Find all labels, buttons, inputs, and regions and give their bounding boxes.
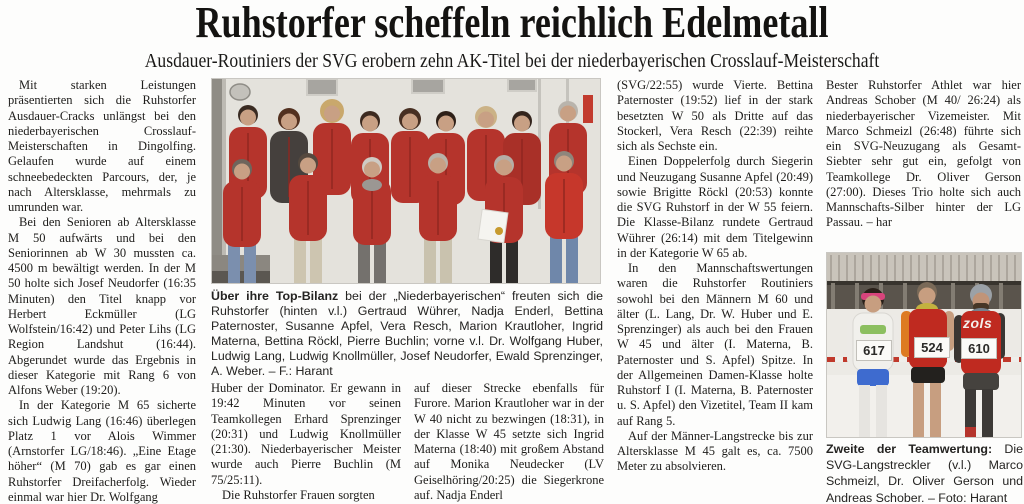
- paragraph: (SVG/22:55) wurde Vierte. Bettina Paternoster (19:52) lief in der stark besetzten W 50 als Dritte auf das Stockerl, Vera Resch (22:39) reihte sich als Sechste ein.: [617, 78, 813, 153]
- bib-number-middle: 524: [914, 337, 950, 358]
- article-column-5: [826, 78, 1021, 238]
- caption-lead: Zweite der Teamwertung:: [826, 442, 993, 456]
- article-headline: Ruhstorfer scheffeln reichlich Edelmetall: [195, 0, 829, 47]
- paragraph: Bester Ruhstorfer Athlet war hier Andreas Schober (M 40/ 26:24) als niederbayerischer Vizemeister. Mit Marco Schmeizl (26:48) führte sich ein SVG-Neuzugang als Gesamt-Siebter sehr gut ein, gefolgt von Teamkollege Dr. Oliver Gerson (27:00). Dieses Trio holte sich auch Mannschafts-Silber hinter der LG Passau. – har: [826, 78, 1021, 230]
- caption-lead: Über ihre Top-Bilanz: [211, 289, 339, 303]
- bib-number-right: 610: [961, 338, 997, 359]
- paragraph: Einen Doppelerfolg durch Siegerin und Neuzugang Susanne Apfel (20:49) sowie Brigitte Röckl (20:53) konnte die SVG Ruhstorf in der W 55 feiern. Die Klasse-Bilanz rundete Gertraud Wührer (26:14) mit dem Titelgewinn in der Kategorie W 65 ab.: [617, 154, 813, 260]
- team-photo-caption: [826, 441, 1023, 504]
- paragraph: Auf der Männer-Langstrecke bis zur Altersklasse M 45 galt es, ca. 7500 Meter zu absolvieren.: [617, 428, 813, 474]
- vest-sponsor-text: zols: [963, 315, 993, 331]
- paragraph: In der Kategorie M 65 sicherte sich Ludwig Lang (16:46) überlegen Platz 1 vor Alois Wimmer (Arnstorfer LG/18:46). „Eine Etage höher“ (M 70) gab es gar einen Ruhstorfer Dreifacherfolg. Wieder einmal war hier Dr. Wolfgang: [8, 398, 196, 504]
- article-column-3: [414, 381, 604, 504]
- paragraph: Bei den Senioren ab Altersklasse M 50 aufwärts und bei den Seniorinnen ab W 30 mussten ca. 4500 m bewältigt werden. In der M 50 holte sich Josef Neudorfer (16:35 Minuten) den Titel knapp vor Herbert Eckmüller (LG Wolfstein/16:42) und Peter Lihs (LG Region Landshut (16:44). Abgerundet wurde das Ergebnis in dieser Kategorie mit Rang 6 von Alfons Weber (19:20).: [8, 215, 196, 397]
- article-subheadline: Ausdauer-Routiniers der SVG erobern zehn AK-Titel bei der niederbayerischen Crosslauf-Meisterschaft: [144, 50, 880, 72]
- bib-number-left: 617: [856, 340, 892, 361]
- article-column-4: [617, 78, 813, 504]
- article-column-2: [211, 381, 401, 504]
- paragraph: Mit starken Leistungen präsentierten sich die Ruhstorfer Ausdauer-Cracks unlängst bei den niederbayerischen Crosslauf-Meisterschaften in Dingolfing. Gelaufen wurde auf einem schneebedeckten Parcours, der, je nach Altersklasse, mehrmals zu umrunden war.: [8, 78, 196, 214]
- caption-text: bei der „Niederbayerischen“ freuten sich die Ruhstorfer (hinten v.l.) Gertraud Wührer, Nadja Enderl, Bettina Paternoster, Susanne Apfel, Vera Resch, Marion Krautloher, Ingrid Materna, Bettina Röckl, Pierre Buchlin; vorne v.l. Dr. Wolfgang Huber, Ludwig Lang, Ludwig Knollmüller, Josef Neudorfer, Ewald Sprenzinger, A. Weber. – F.: Harant: [211, 289, 603, 378]
- paragraph: Die Ruhstorfer Frauen sorgten: [222, 487, 375, 502]
- caption-text: Die SVG-Langstreckler (v.l.) Marco Schmeizl, Dr. Oliver Gerson und Andreas Schober. – Foto: Harant: [826, 442, 1023, 504]
- paragraph: auf dieser Strecke ebenfalls für Furore. Marion Krautloher war in der W 40 nicht zu bezwingen (18:31), in der Klasse W 45 setzte sich Ingrid Materna (18:40) mit großem Abstand auf Monika Neudecker (LV Geiselhöring/20:25) die Siegerkrone auf. Nadja Enderl: [414, 381, 604, 502]
- paragraph: In den Mannschaftswertungen waren die Ruhstorfer Routiniers sowohl bei den Männern M 60 und älter (L. Lang, Dr. W. Huber und E. Sprenzinger) als auch bei den Frauen W 45 und älter (I. Materna, B. Paternoster und S. Apfel) Spitze. In der Allgemeinen Damen-Klasse holte Ruhstorf I (I. Materna, B. Paternoster u. S. Apfel) den Vizetitel, Team II kam auf Rang 5.: [617, 261, 813, 428]
- paragraph: Huber der Dominator. Er gewann in 19:42 Minuten vor seinen Teamkollegen Erhard Sprenzinger (20:31) und Ludwig Knollmüller (21:30). Niederbayerischer Meister wurde auch Pierre Buchlin (M 75/25:11).: [211, 381, 401, 487]
- main-photo-caption: [211, 289, 603, 379]
- team-group-photo-illustration: [212, 79, 600, 283]
- team-group-photo: [211, 78, 601, 284]
- article-column-1: [8, 78, 196, 504]
